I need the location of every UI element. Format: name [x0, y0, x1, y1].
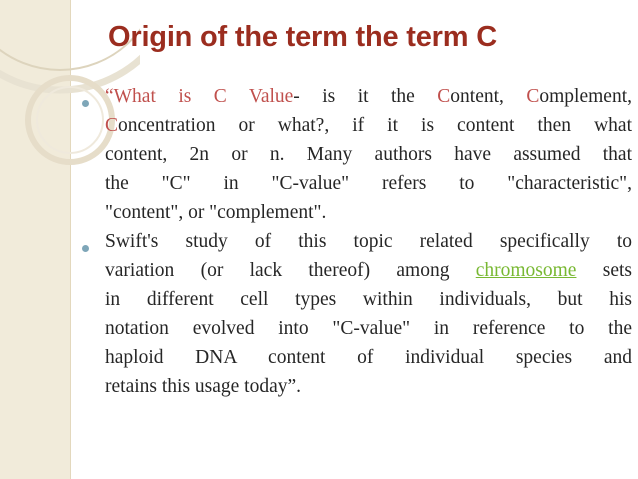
body-text: content, 2n or n. Many authors have assumed that [105, 144, 632, 165]
body-text: oncentration or what?, if it is content then what [118, 115, 632, 136]
emphasis-text: “What is C Value [105, 86, 294, 107]
chromosome-link[interactable]: chromosome [475, 260, 577, 281]
body-text: variation (or lack thereof) among [105, 260, 476, 281]
body-text: ontent, [450, 86, 527, 107]
body-text: notation evolved into "C-value" in reference to the [105, 318, 632, 339]
body-text: in different cell types within individuals, but his [105, 289, 632, 310]
emphasis-text: C [526, 86, 540, 107]
text-line [105, 111, 632, 140]
text-line [105, 227, 632, 256]
text-line [105, 140, 632, 169]
text-line [105, 372, 632, 401]
text-line [105, 285, 632, 314]
text-line [105, 198, 632, 227]
text-line [105, 343, 632, 372]
body-text: "content", or "complement". [105, 202, 327, 223]
body-text: Swift's study of this topic related specifically to [105, 231, 632, 252]
body-text: haploid DNA content of individual species and [105, 347, 632, 368]
emphasis-text: C [105, 115, 119, 136]
bullet-dot-2 [82, 245, 89, 252]
text-line [105, 82, 632, 111]
text-line [105, 169, 632, 198]
bullet-paragraph-1 [105, 82, 632, 227]
body-text: the "C" in "C-value" refers to "characteristic", [105, 173, 632, 194]
text-line [105, 256, 632, 285]
emphasis-text: C [437, 86, 451, 107]
bullet-paragraph-2 [105, 227, 632, 401]
body-text: omplement, [539, 86, 632, 107]
text-line [105, 314, 632, 343]
body-text: - is it the [293, 86, 438, 107]
slide-title: Origin of the term the term C [108, 21, 497, 53]
body-text: sets [576, 260, 633, 281]
bullet-dot-1 [82, 100, 89, 107]
body-text: retains this usage today”. [105, 376, 302, 397]
